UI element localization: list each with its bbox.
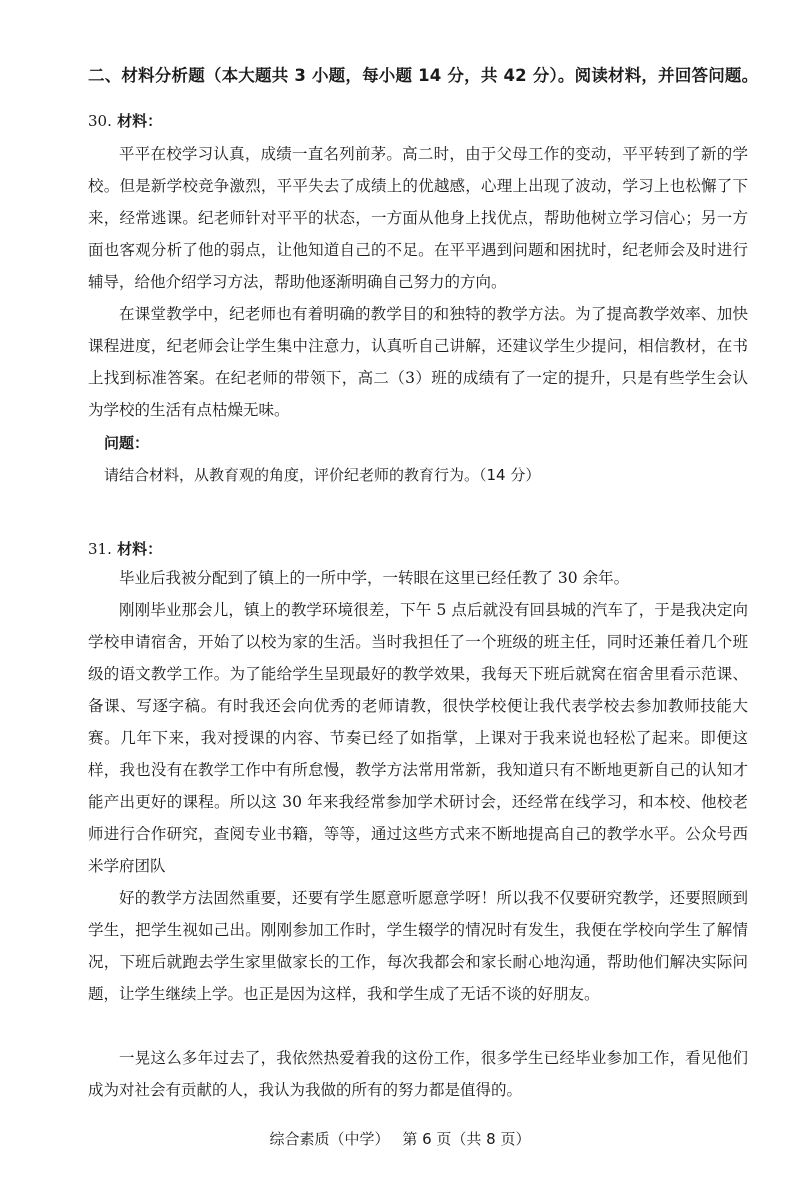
question-31-paragraph-3: 好的教学方法固然重要，还要有学生愿意听愿意学呀！所以我不仅要研究教学，还要照顾到学生，把学生视如己出。刚刚参加工作时，学生辍学的情况时有发生，我便在学校向学生了解情况，下班后就跑去学生家里做家长的工作，每次我都会和家长耐心地沟通，帮助他们解决实际问题，让学生继续上学。也正是因为这样，我和学生成了无话不谈的好朋友。 — [88, 889, 748, 1003]
page-footer — [0, 1128, 800, 1149]
question-31-paragraph-2: 刚刚毕业那会儿，镇上的教学环境很差，下午 5 点后就没有回县城的汽车了，于是我决定向学校申请宿舍，开始了以校为家的生活。当时我担任了一个班级的班主任，同时还兼任着几个班级的语文教学工作。为了能给学生呈现最好的教学效果，我每天下班后就窝在宿舍里看示范课、备课、写逐字稿。有时我还会向优秀的老师请教，很快学校便让我代表学校去参加教师技能大赛。几年下来，我对授课的内容、节奏已经了如指掌，上课对于我来说也轻松了起来。即便这样，我也没有在教学工作中有所怠慢，教学方法常用常新，我知道只有不断地更新自己的认知才能产出更好的课程。所以这 30 年来我经常参加学术研讨会，还经常在线学习，和本校、他校老师进行合作研究，查阅专业书籍，等等，通过这些方式来不断地提高自己的教学水平。公众号西米学府团队 — [88, 601, 748, 875]
question-30-number: 30. — [88, 112, 112, 130]
question-31-label — [88, 538, 162, 559]
question-31-paragraph-1: 毕业后我被分配到了镇上的一所中学，一转眼在这里已经任教了 30 余年。 — [119, 569, 630, 587]
question-30-paragraph-2: 在课堂教学中，纪老师也有着明确的教学目的和独特的教学方法。为了提高教学效率、加快课程进度，纪老师会让学生集中注意力，认真听自己讲解，还建议学生少提问，相信教材，在书上找到标准答案。在纪老师的带领下，高二（3）班的成绩有了一定的提升，只是有些学生会认为学校的生活有点枯燥无味。 — [88, 305, 748, 419]
section-title: 二、材料分析题（本大题共 3 小题，每小题 14 分，共 42 分）。阅读材料，并回答问题。 — [88, 66, 759, 85]
question-30-label — [88, 110, 162, 131]
question-30-question: 请结合材料，从教育观的角度，评价纪老师的教育行为。（14 分） — [104, 466, 541, 484]
question-30-paragraph-1: 平平在校学习认真，成绩一直名列前茅。高二时，由于父母工作的变动，平平转到了新的学校。但是新学校竞争激烈，平平失去了成绩上的优越感，心理上出现了波动，学习上也松懈了下来，经常逃课。纪老师针对平平的状态，一方面从他身上找优点，帮助他树立学习信心；另一方面也客观分析了他的弱点，让他知道自己的不足。在平平遇到问题和困扰时，纪老师会及时进行辅导，给他介绍学习方法，帮助他逐渐明确自己努力的方向。 — [88, 145, 748, 291]
question-31-paragraph-4: 一晃这么多年过去了，我依然热爱着我的这份工作，很多学生已经毕业参加工作，看见他们成为对社会有贡献的人，我认为我做的所有的努力都是值得的。 — [88, 1049, 748, 1099]
question-31-material-label: 材料： — [117, 540, 163, 558]
question-30-material-label: 材料： — [117, 112, 163, 130]
footer-page-number: 第 6 页（共 8 页） — [402, 1130, 531, 1148]
question-31-number: 31. — [88, 540, 112, 558]
question-30-question-label: 问题： — [104, 434, 150, 452]
footer-subject: 综合素质（中学） — [269, 1130, 390, 1148]
